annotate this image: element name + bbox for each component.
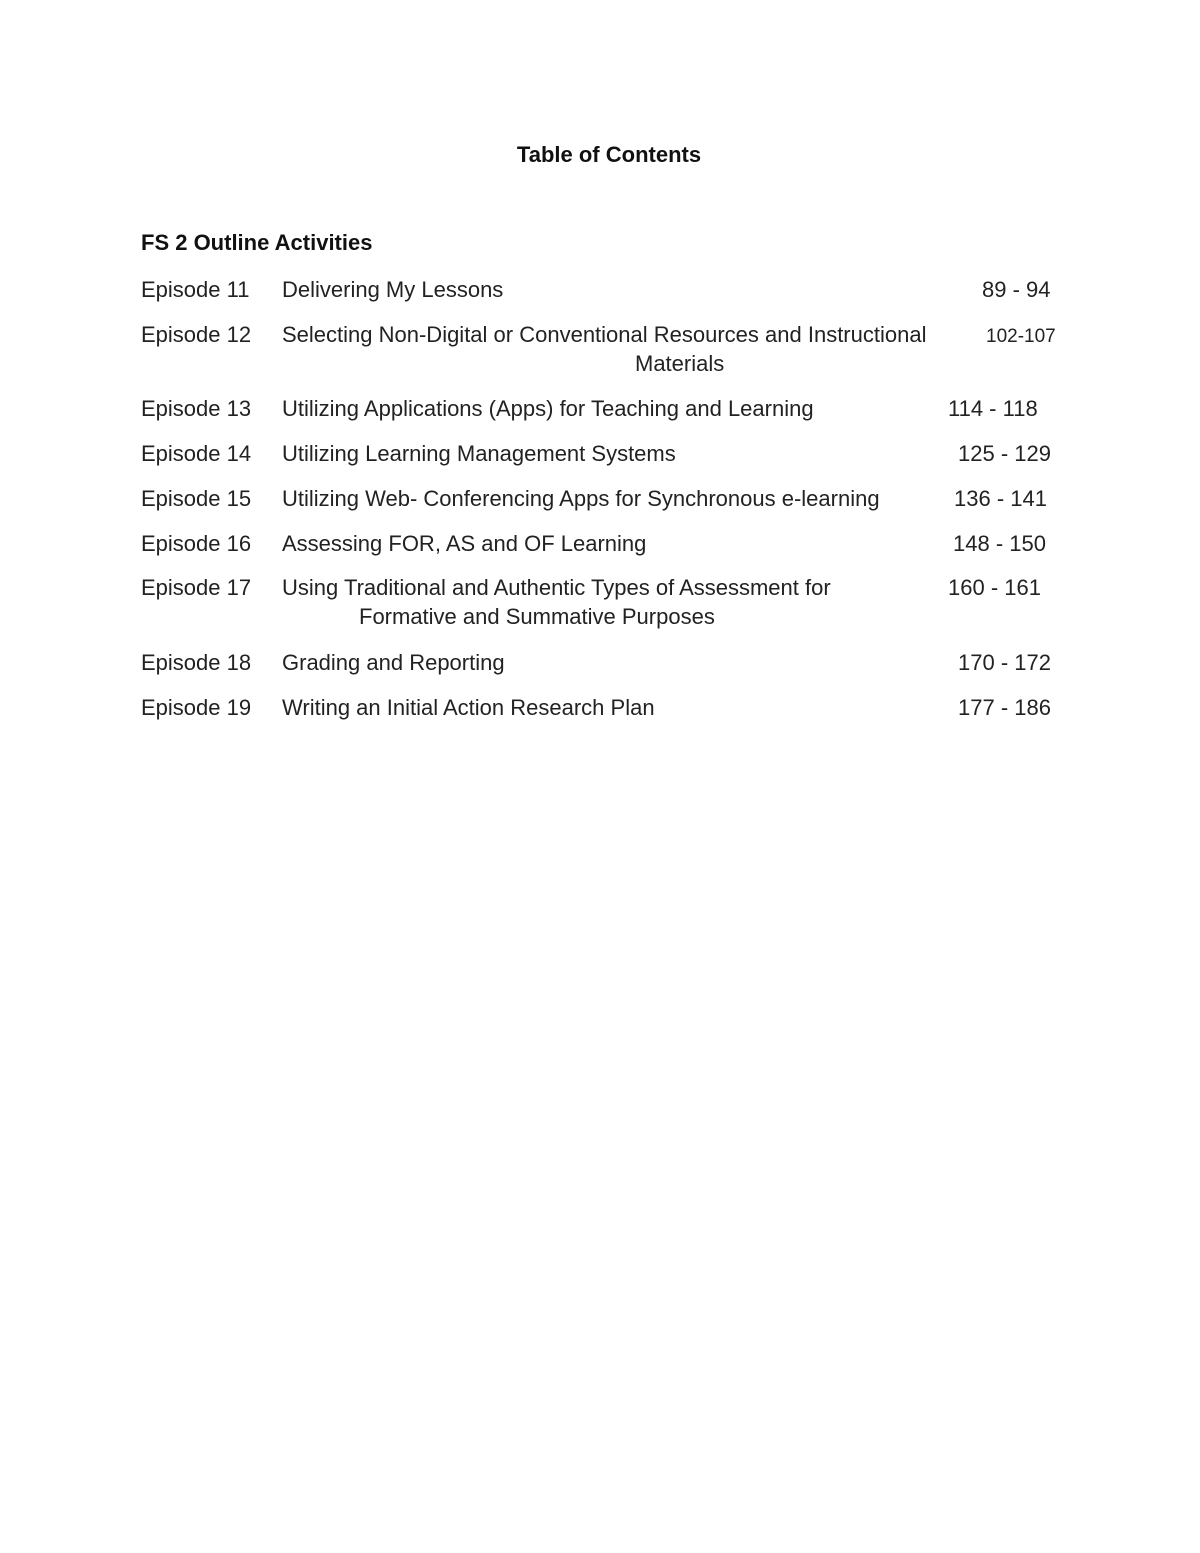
episode-label: Episode 11 xyxy=(141,277,250,302)
page-range: 89 - 94 xyxy=(982,277,1051,302)
episode-title: Utilizing Applications (Apps) for Teaching and Learning xyxy=(282,396,814,421)
page-range: 114 - 118 xyxy=(948,396,1038,421)
episode-title: Utilizing Learning Management Systems xyxy=(282,441,676,466)
episode-title: Selecting Non-Digital or Conventional Resources and Instructional xyxy=(282,322,927,347)
page-range: 148 - 150 xyxy=(953,531,1046,556)
page-range: 102-107 xyxy=(986,326,1056,347)
page-range: 160 - 161 xyxy=(948,575,1041,600)
page-range: 125 - 129 xyxy=(958,441,1051,466)
episode-title-continuation: Materials xyxy=(635,351,725,376)
episode-title: Grading and Reporting xyxy=(282,650,505,675)
episode-label: Episode 18 xyxy=(141,650,252,675)
episode-label: Episode 12 xyxy=(141,322,252,347)
episode-title: Using Traditional and Authentic Types of Assessment for xyxy=(282,575,831,600)
episode-title: Utilizing Web- Conferencing Apps for Synchronous e-learning xyxy=(282,486,880,511)
episode-label: Episode 14 xyxy=(141,441,252,466)
episode-title: Assessing FOR, AS and OF Learning xyxy=(282,531,647,556)
episode-label: Episode 19 xyxy=(141,695,252,720)
episode-label: Episode 17 xyxy=(141,575,252,600)
episode-label: Episode 16 xyxy=(141,531,252,556)
page-range: 177 - 186 xyxy=(958,695,1051,720)
page-title: Table of Contents xyxy=(516,142,702,167)
episode-title-continuation: Formative and Summative Purposes xyxy=(359,604,715,629)
episode-label: Episode 15 xyxy=(141,486,252,511)
episode-title: Writing an Initial Action Research Plan xyxy=(282,695,655,720)
episode-title: Delivering My Lessons xyxy=(282,277,504,302)
page-range: 170 - 172 xyxy=(958,650,1051,675)
page-range: 136 - 141 xyxy=(954,486,1047,511)
section-heading: FS 2 Outline Activities xyxy=(141,230,373,255)
episode-label: Episode 13 xyxy=(141,396,252,421)
